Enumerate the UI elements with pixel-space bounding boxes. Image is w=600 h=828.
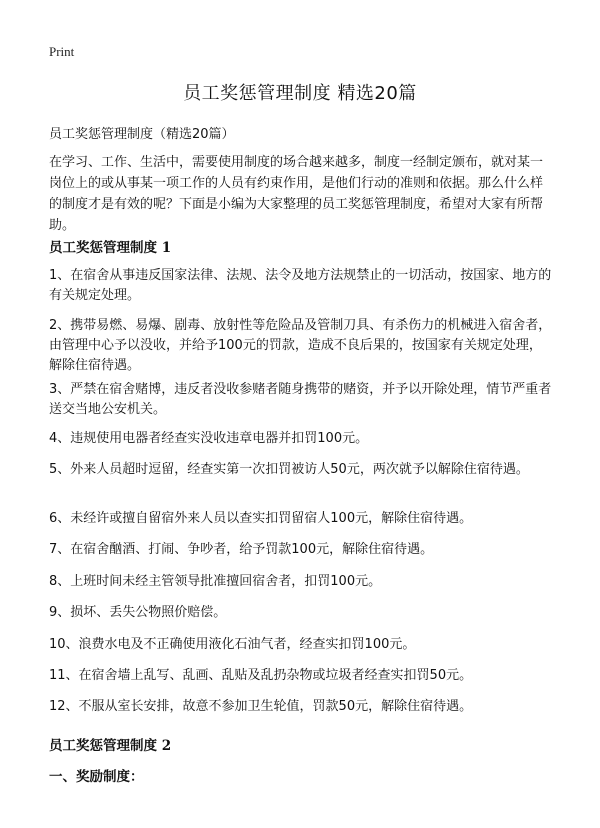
list-item: 4、违规使用电器者经查实没收违章电器并扣罚100元。 bbox=[49, 431, 369, 446]
document-subtitle: 员工奖惩管理制度（精选20篇） bbox=[49, 127, 235, 142]
list-item: 9、损坏、丢失公物照价赔偿。 bbox=[49, 605, 227, 620]
list-item: 11、在宿舍墙上乱写、乱画、乱贴及乱扔杂物或垃圾者经查实扣罚50元。 bbox=[49, 668, 473, 683]
list-item: 1、在宿舍从事违反国家法律、法规、法令及地方法规禁止的一切活动，按国家、地方的有关规定处理。 bbox=[49, 268, 552, 303]
page-title: 员工奖惩管理制度 精选20篇 bbox=[183, 83, 417, 104]
print-link[interactable]: Print bbox=[49, 44, 75, 59]
list-item: 3、严禁在宿舍赌博，违反者没收参赌者随身携带的赌资，并予以开除处理，情节严重者送交当地公安机关。 bbox=[49, 382, 552, 417]
list-item: 10、浪费水电及不正确使用液化石油气者，经查实扣罚100元。 bbox=[49, 637, 416, 652]
list-item: 7、在宿舍酗酒、打闹、争吵者，给予罚款100元，解除住宿待遇。 bbox=[49, 542, 434, 557]
list-item: 6、未经许或擅自留宿外来人员以查实扣罚留宿人100元，解除住宿待遇。 bbox=[49, 511, 473, 526]
list-item: 8、上班时间未经主管领导批准擅回宿舍者，扣罚100元。 bbox=[49, 574, 382, 589]
list-item: 2、携带易燃、易爆、剧毒、放射性等危险品及管制刀具、有杀伤力的机械进入宿舍者，由管理中心予以没收，并给予100元的罚款，造成不良后果的，按国家有关规定处理，解除住宿待遇。 bbox=[49, 318, 552, 373]
list-item: 5、外来人员超时逗留，经查实第一次扣罚被访人50元，两次就予以解除住宿待遇。 bbox=[49, 462, 529, 477]
section-heading-2: 员工奖惩管理制度 2 bbox=[49, 738, 172, 754]
section-heading-1: 员工奖惩管理制度 1 bbox=[49, 240, 172, 256]
intro-paragraph: 在学习、工作、生活中，需要使用制度的场合越来越多，制度一经制定颁布，就对某一岗位上的或从事某一项工作的人员有约束作用，是他们行动的准则和依据。那么什么样的制度才是有效的呢？下面是小编为大家整理的员工奖惩管理制度，希望对大家有所帮助。 bbox=[49, 155, 544, 233]
subsection-heading: 一、奖励制度： bbox=[49, 769, 144, 785]
list-item: 12、不服从室长安排，故意不参加卫生轮值，罚款50元，解除住宿待遇。 bbox=[49, 699, 473, 714]
